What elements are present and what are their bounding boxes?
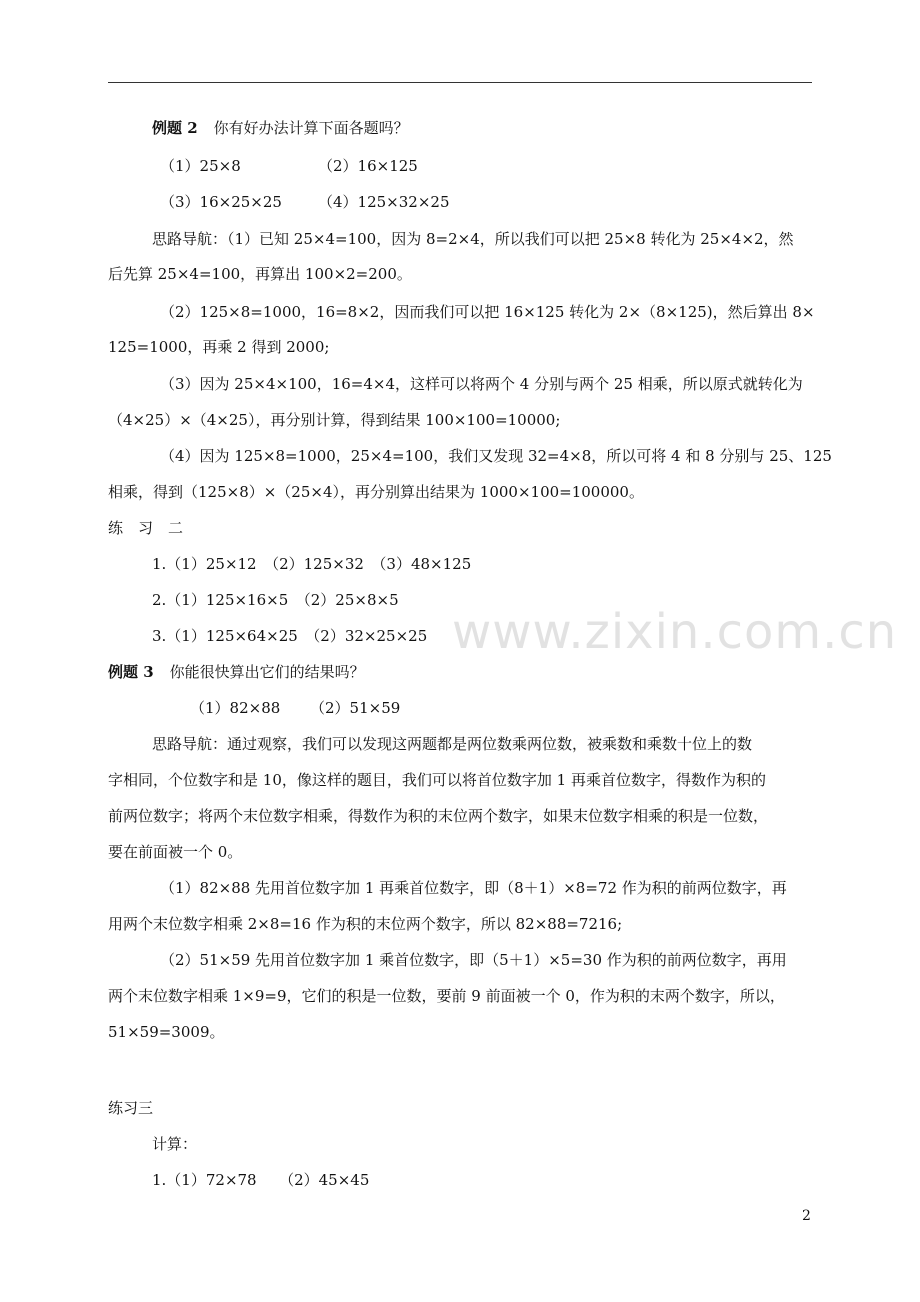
paragraph-line: （2）51×59 先用首位数字加 1 乘首位数字，即（5＋1）×5=30 作为积的前两位数字，再用 xyxy=(160,951,787,969)
example-2-item: （3）16×25×25 xyxy=(160,193,282,211)
paragraph-line: （2）125×8=1000，16=8×2，因而我们可以把 16×125 转化为 2×（8×125)，然后算出 8× xyxy=(160,303,815,321)
example-2-heading xyxy=(152,118,409,138)
paragraph-line: 字相同，个位数字和是 10，像这样的题目，我们可以将首位数字加 1 再乘首位数字，得数作为积的 xyxy=(108,771,766,789)
paragraph-line: 相乘，得到（125×8）×（25×4），再分别算出结果为 1000×100=100000。 xyxy=(108,483,644,501)
example-label: 例题 3 xyxy=(108,663,154,681)
example-3-heading xyxy=(108,662,365,682)
example-3-item: （2）51×59 xyxy=(310,699,401,717)
example-3-item: （1）82×88 xyxy=(190,699,281,717)
paragraph-line: （4）因为 125×8=1000，25×4=100，我们又发现 32=4×8，所以可将 4 和 8 分别与 25、125 xyxy=(160,447,832,465)
example-2-item: （2）16×125 xyxy=(318,157,418,175)
paragraph-line: 思路导航：通过观察，我们可以发现这两题都是两位数乘两位数，被乘数和乘数十位上的数 xyxy=(152,735,753,753)
watermark: www.zixin.com.cn xyxy=(452,604,898,660)
paragraph-line: 用两个末位数字相乘 2×8=16 作为积的末位两个数字，所以 82×88=7216; xyxy=(108,915,623,933)
paragraph-line: （4×25）×（4×25），再分别计算，得到结果 100×100=10000; xyxy=(108,411,561,429)
example-question: 你能很快算出它们的结果吗？ xyxy=(169,663,365,681)
paragraph-line: 思路导航：（1）已知 25×4=100，因为 8=2×4，所以我们可以把 25×8 转化为 25×4×2，然 xyxy=(152,230,794,248)
paragraph-line: （1）82×88 先用首位数字加 1 再乘首位数字，即（8＋1）×8=72 作为积的前两位数字，再 xyxy=(160,879,787,897)
practice-line: 1.（1）25×12 （2）125×32 （3）48×125 xyxy=(152,555,472,573)
paragraph-line: 前两位数字；将两个末位数字相乘，得数作为积的末位两个数字，如果末位数字相乘的积是一位数， xyxy=(108,807,769,825)
practice-3-title: 练习三 xyxy=(108,1099,154,1117)
paragraph-line: 51×59=3009。 xyxy=(108,1023,225,1041)
page-number: 2 xyxy=(802,1208,811,1224)
example-2-item: （1）25×8 xyxy=(160,157,241,175)
paragraph-line: 后先算 25×4=100，再算出 100×2=200。 xyxy=(108,265,412,283)
example-question: 你有好办法计算下面各题吗？ xyxy=(213,119,409,137)
practice-line: 2.（1）125×16×5 （2）25×8×5 xyxy=(152,591,399,609)
practice-3-subtitle: 计算： xyxy=(152,1135,198,1153)
practice-line: 3.（1）125×64×25 （2）32×25×25 xyxy=(152,627,428,645)
practice-line: 1.（1）72×78 （2）45×45 xyxy=(152,1171,370,1189)
paragraph-line: （3）因为 25×4×100，16=4×4，这样可以将两个 4 分别与两个 25 相乘，所以原式就转化为 xyxy=(160,375,803,393)
header-rule xyxy=(108,82,812,83)
paragraph-line: 125=1000，再乘 2 得到 2000; xyxy=(108,338,330,356)
example-2-item: （4）125×32×25 xyxy=(318,193,450,211)
paragraph-line: 要在前面被一个 0。 xyxy=(108,843,243,861)
practice-2-title: 练 习 二 xyxy=(108,519,184,537)
example-label: 例题 2 xyxy=(152,119,198,137)
paragraph-line: 两个末位数字相乘 1×9=9，它们的积是一位数，要前 9 前面被一个 0，作为积的末两个数字，所以， xyxy=(108,987,785,1005)
